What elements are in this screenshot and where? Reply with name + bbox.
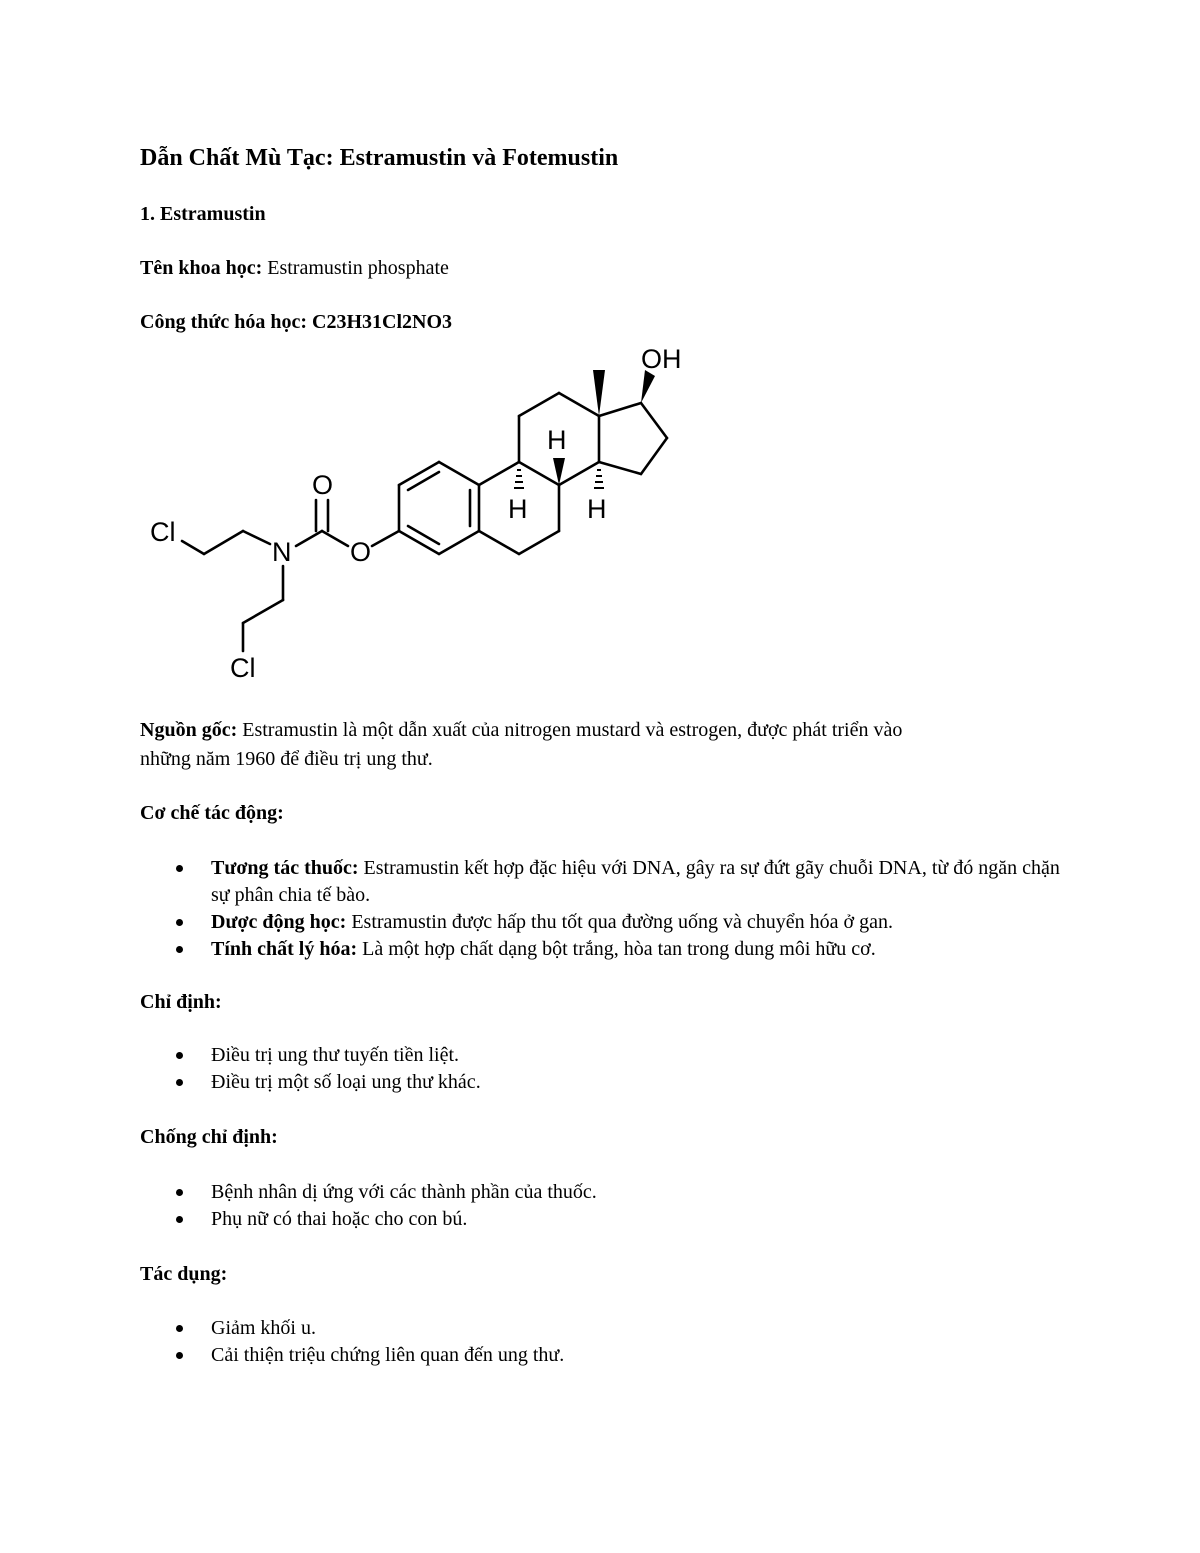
bullet-icon <box>176 1325 183 1332</box>
effects-heading: Tác dụng: <box>140 1263 228 1285</box>
bullet-icon <box>176 1189 183 1196</box>
list-item <box>140 1179 1080 1206</box>
indications-heading: Chỉ định: <box>140 991 222 1013</box>
estramustine-structure-diagram <box>140 338 700 688</box>
mechanism-heading: Cơ chế tác động: <box>140 802 284 824</box>
list-item <box>140 1069 1080 1096</box>
list-item-label: Tính chất lý hóa: <box>211 938 358 960</box>
list-item-text: Điều trị một số loại ung thư khác. <box>211 1071 481 1093</box>
hydrogen-label-2: H <box>508 494 528 524</box>
bullet-icon <box>176 1079 183 1086</box>
origin-line-2: những năm 1960 để điều trị ung thư. <box>140 748 433 770</box>
scientific-name-line <box>140 254 449 283</box>
origin-text: Estramustin là một dẫn xuất của nitrogen mustard và estrogen, được phát triển vào <box>237 719 903 741</box>
carbonyl-oxygen-label: O <box>312 470 334 500</box>
list-item <box>140 1342 1080 1369</box>
mechanism-list <box>140 855 1080 963</box>
origin-line-1 <box>140 716 902 745</box>
hydrogen-label-1: H <box>547 425 567 455</box>
scientific-name-label: Tên khoa học: <box>140 257 263 279</box>
indications-list <box>140 1042 1080 1096</box>
bullet-icon <box>176 1216 183 1223</box>
list-item-text: Là một hợp chất dạng bột trắng, hòa tan trong dung môi hữu cơ. <box>357 938 876 960</box>
bullet-icon <box>176 1352 183 1359</box>
chlorine-label-1: Cl <box>150 517 176 547</box>
chlorine-label-2: Cl <box>230 653 256 683</box>
list-item <box>140 1206 1080 1233</box>
list-item <box>140 909 1080 936</box>
list-item-text: Điều trị ung thư tuyến tiền liệt. <box>211 1044 460 1066</box>
nitrogen-label: N <box>272 537 292 567</box>
effects-list <box>140 1315 1080 1369</box>
list-item-label: Dược động học: <box>211 911 347 933</box>
bullet-icon <box>176 1052 183 1059</box>
list-item-text: Phụ nữ có thai hoặc cho con bú. <box>211 1208 468 1230</box>
list-item-label: Tương tác thuốc: <box>211 857 359 879</box>
bullet-icon <box>176 919 183 926</box>
chemical-formula: Công thức hóa học: C23H31Cl2NO3 <box>140 311 453 333</box>
bullet-icon <box>176 946 183 953</box>
ester-oxygen-label: O <box>350 537 372 567</box>
hydrogen-label-3: H <box>587 494 607 524</box>
list-item <box>140 1315 1080 1342</box>
list-item-text: Estramustin kết hợp đặc hiệu với DNA, gây ra sự đứt gãy chuỗi DNA, từ đó ngăn chặn sự phân chia tế bào. <box>211 857 1060 906</box>
document-title: Dẫn Chất Mù Tạc: Estramustin và Fotemustin <box>140 145 619 171</box>
list-item-text: Bệnh nhân dị ứng với các thành phần của thuốc. <box>211 1181 597 1203</box>
scientific-name-value: Estramustin phosphate <box>262 257 449 279</box>
list-item-text: Giảm khối u. <box>211 1317 316 1339</box>
list-item <box>140 936 1080 963</box>
list-item <box>140 855 1080 909</box>
section-heading-estramustin: 1. Estramustin <box>140 203 266 225</box>
hydroxyl-label: OH <box>641 344 682 374</box>
origin-label: Nguồn gốc: <box>140 719 238 741</box>
list-item-text: Cải thiện triệu chứng liên quan đến ung thư. <box>211 1344 565 1366</box>
list-item <box>140 1042 1080 1069</box>
contraindications-heading: Chống chỉ định: <box>140 1126 278 1148</box>
list-item-text: Estramustin được hấp thu tốt qua đường uống và chuyển hóa ở gan. <box>346 911 893 933</box>
bullet-icon <box>176 865 183 872</box>
contraindications-list <box>140 1179 1080 1233</box>
